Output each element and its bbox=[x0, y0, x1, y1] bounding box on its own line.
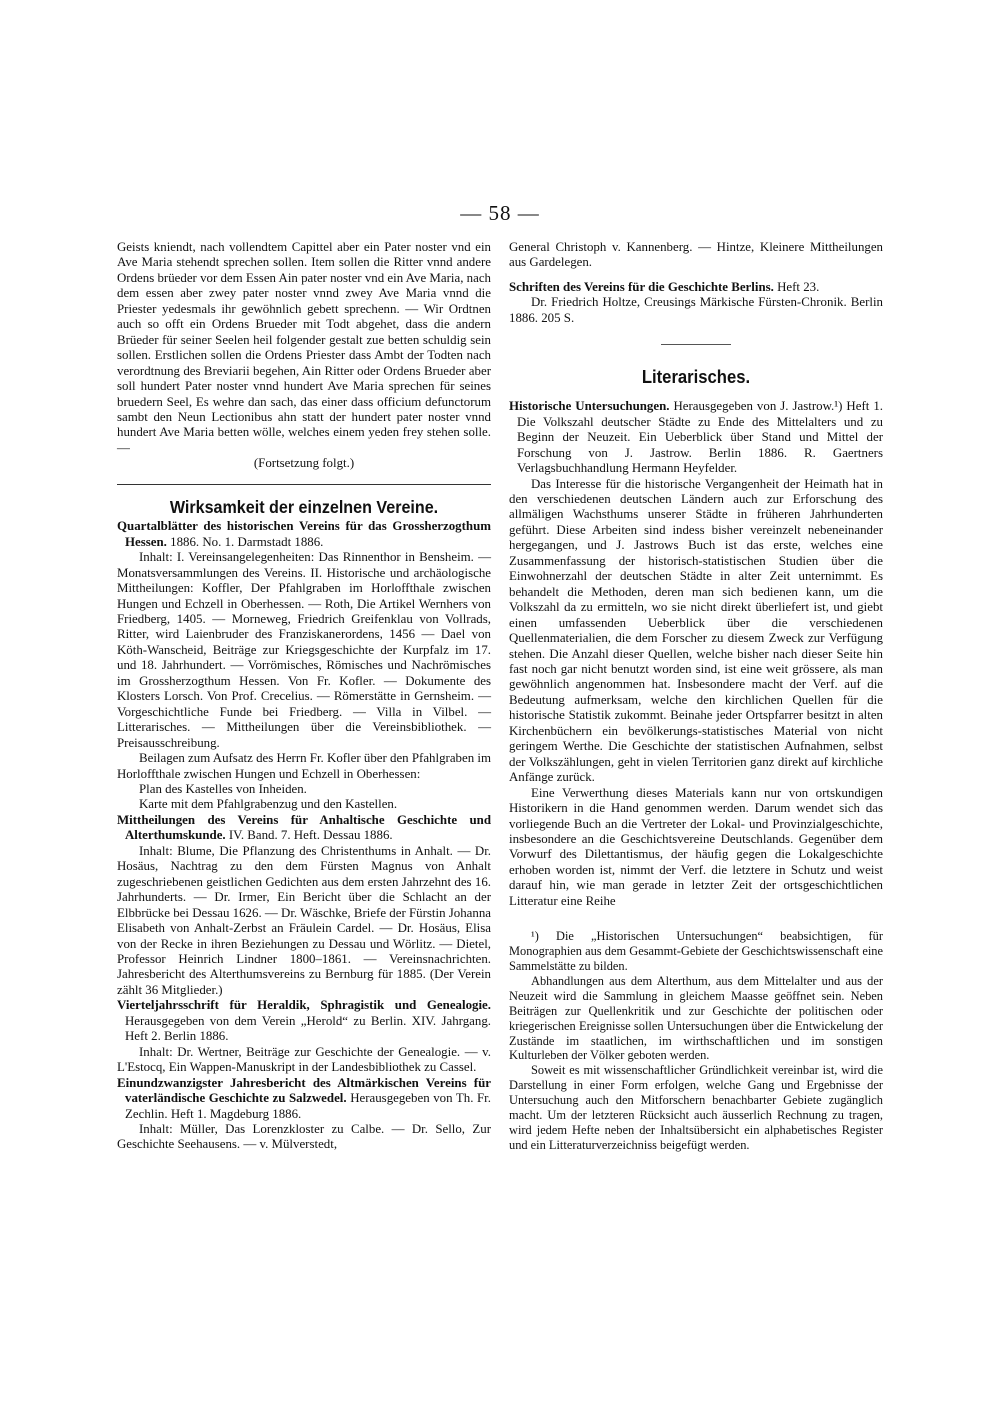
entry-title: Schriften des Vereins für die Geschichte Berlins. bbox=[509, 279, 774, 294]
entry-meta: Herausgegeben von Th. Fr. Zechlin. Heft 1. Magdeburg 1886. bbox=[125, 1091, 491, 1121]
entry-title: Vierteljahrsschrift für Heraldik, Sphragistik und Genealogie. bbox=[117, 998, 491, 1013]
entry-title-line bbox=[509, 280, 883, 295]
section-divider bbox=[661, 344, 731, 345]
entry-title-line bbox=[117, 519, 491, 550]
entry-meta: Heft 23. bbox=[777, 279, 820, 294]
review-title: Historische Untersuchungen. bbox=[509, 399, 670, 414]
entry-meta: Herausgegeben von dem Verein „Herold“ zu Berlin. XIV. Jahrgang. Heft 2. Berlin 1886. bbox=[125, 1013, 491, 1044]
footnote-paragraph: Abhandlungen aus dem Alterthum, aus dem Mittelalter und aus der Neuzeit wird die Sammlung in gleichem Maasse geöffnet sein. Neben Beiträgen zur Quellenkritik und zur Geschichte der politischen oder kriegerischen Ereignisse sollen Untersuchungen über die Entwickelung der Zustände im staatlichen, im wirthschaftlichen und im sonstigen Kulturleben der Völker geboten werden. bbox=[509, 973, 883, 1063]
entry-continuation: General Christoph v. Kannenberg. — Hintze, Kleinere Mittheilungen aus Gardelegen. bbox=[509, 240, 883, 270]
entry-title-line bbox=[117, 813, 491, 844]
right-column bbox=[509, 240, 883, 1153]
continuation-note: (Fortsetzung folgt.) bbox=[253, 456, 355, 471]
literature-heading: Literarisches. bbox=[641, 366, 751, 388]
entry-contents: Inhalt: Dr. Wertner, Beiträge zur Geschichte der Genealogie. — v. L'Estocq, Ein Wappen-Manuskript in der Landesbibliothek zu Cassel. bbox=[117, 1044, 491, 1075]
entry-body: Dr. Friedrich Holtze, Creusings Märkische Fürsten-Chronik. Berlin 1886. 205 S. bbox=[509, 295, 883, 325]
review-paragraph: Eine Verwerthung dieses Materials kann nur von ortskundigen Historikern in die Hand genommen werden. Darum wendet sich das vorliegende Buch an die Vertreter der Lokal- und Provinzialgeschichte, insbesondere an die Geschichtsvereine Deutschlands. Gegenüber dem Vorwurf des Dilettantismus, der häufig gegen die Lokalgeschichte erhoben worden ist, nimmt der Verf. die letztere in Schutz und weist darauf hin, wie man gerade in letzter Zeit der ortsgeschichtlichen Litteratur eine Reihe bbox=[509, 785, 883, 908]
footnote-paragraph: Soweit es mit wissenschaftlicher Gründlichkeit vereinbar ist, wird die Darstellung in einer Form erfolgen, welche Gang und Ergebnisse der Untersuchung auch den Mitforschern benachbarter Gebiete zugänglich macht. Um der letzteren Rücksicht auch äusserlich Rechnung zu tragen, wird jedem Hefte neben der Inhaltsübersicht ein alphabetisches Register und ein Litteraturverzeichniss beigefügt werden. bbox=[509, 1063, 883, 1152]
section-heading: Wirksamkeit der einzelnen Vereine. bbox=[169, 497, 439, 518]
entry-contents: Inhalt: Blume, Die Pflanzung des Christenthums in Anhalt. — Dr. Hosäus, Nachtrag zu den dem Fürsten Magnus von Anhalt zugeschriebenen geistlichen Gedichten aus dem ersten Jahrzehnt des 16. Jahrhunderts. — Dr. Irmer, Ein Bericht über die Schlacht an der Elbbrücke bei Dessau 1626. — Dr. Wäschke, Briefe der Fürstin Johanna Elisabeth von Anhalt-Zerbst an Fräulein Cardel. — Dr. Hosäus, Elisa von der Recke in ihren Beziehungen zu Dessau und Wörlitz. — Dietel, Professor Heinrich Lindner 1800–1861. — Vereinsnachrichten. Jahresbericht des Alterthumsvereins zu Bernburg für 1885. (Der Verein zählt 36 Mitglieder.) bbox=[117, 843, 491, 997]
entry-title: Quartalblätter des historischen Vereins für das Grossherzogthum Hessen. bbox=[117, 519, 491, 549]
entry-title-line bbox=[117, 998, 491, 1044]
entry-supplement-item: Karte mit dem Pfahlgrabenzug und den Kastellen. bbox=[139, 797, 398, 812]
entry-title: Einundzwanzigster Jahresbericht des Altmärkischen Vereins für vaterländische Geschichte zu Salzwedel. bbox=[117, 1075, 491, 1106]
entry-meta: IV. Band. 7. Heft. Dessau 1886. bbox=[228, 828, 393, 843]
ordinance-text: Geists kniendt, nach vollendtem Capittel aber ein Pater noster vnd ein Ave Maria stehendt sprechen sollen. Item sollen die Ritter vnnd andere Ordens brüeder vor dem Essen Ain pater noster vnd ein Ave Maria, nach dem essen aber zwey pater noster vnnd zwey Ave Maria vnnd die Priester yedesmals ihr gewöhnlich gebett sprechenn. — Wir Ordtnen auch so offt ein Ordens Brueder mit Todt abgehet, dass die andern Brüeder für seiner Seelen heil folgender gestalt zue betten schuldig sein sollen. Erstlichen sollen die Ordens Priester dass Ambt der Todten nach verordtnung des Breviarii begehen, Ain Ritter oder Ordens Brueder aber soll hundert Pater noster vnnd hundert Ave Maria sprechen für seines bruedern Seel, Es wehre dan sach, das einer dass officium defunctorum sambt den Neun Lectionibus ahn statt der hundert pater noster vnnd hundert Ave Maria betten wölle, welches einem yeden frey stehen solle. — bbox=[117, 240, 491, 455]
footnote: ¹) Die „Historischen Untersuchungen“ beabsichtigen, für Monographien aus dem Gesammt-Gebiete der Geschichtswissenschaft eine Sammelstätte zu bilden. bbox=[509, 929, 883, 974]
entry-supplement: Beilagen zum Aufsatz des Herrn Fr. Kofler über den Pfahlgraben im Horloffthale zwischen Hungen und Echzell in Oberhessen: bbox=[117, 751, 491, 781]
page-number: — 58 — bbox=[460, 201, 540, 225]
entry-supplement-item: Plan des Kastelles von Inheiden. bbox=[139, 782, 307, 796]
section-divider bbox=[117, 484, 491, 486]
entry-title-line bbox=[117, 1076, 491, 1122]
review-meta: Herausgegeben von J. Jastrow.¹) Heft 1. Die Volkszahl deutscher Städte zu Ende des Mittelalters und zu Beginn der Neuzeit. Ein Ueberblick über Stand und Mittel der Forschung von J. Jastrow. Berlin 1886. R. Gaertners Verlagsbuchhandlung Hermann Heyfelder. bbox=[517, 399, 883, 476]
entry-contents: Inhalt: Müller, Das Lorenzkloster zu Calbe. — Dr. Sello, Zur Geschichte Seehausens. — v. Mülverstedt, bbox=[117, 1121, 491, 1152]
review-paragraph: Das Interesse für die historische Vergangenheit der Heimath hat in den verschiedenen deutschen Ländern auch zur Erforschung des allmäligen Wachsthums unserer Städte in früheren Jahrhunderten geführt. Diese Arbeiten sind indess bisher vereinzelt nebeneinander hergegangen, und J. Jastrows Buch ist das erste, welches eine Zusammenfassung der historisch-statistischen Studien über die Einwohnerzahl der deutschen Städte in alter Zeit unternimmt. Es behandelt die Methoden, deren man sich bedienen kann, um die Volkszahl da zu ermitteln, wo sie nicht direkt überliefert ist, und giebt einen umfassenden Ueberblick über die verschiedenen Quellenmaterialien, die dem Forscher zu diesem Zweck zur Verfügung stehen. Die Anzahl dieser Quellen, welche bisher nach dieser Seite hin fast noch gar nicht benutzt worden sind, ist eine weit grössere, als man gewöhnlich angenommen hat. Insbesondere macht der Verf. auf die Bedeutung aufmerksam, welche den kirchlichen Quellen für die historische Statistik zukommt. Beinahe jeder Ortspfarrer besitzt in alten Kirchenbüchern ein bevölkerungs-statistisches Material von nicht geringem Werthe. Die Geschichte der statistischen Aufnahmen, selbst der Volkszählungen, geht in vielen Territorien ganz direkt auf kirchliche Anfänge zurück. bbox=[509, 476, 883, 785]
entry-title: Mittheilungen des Vereins für Anhaltische Geschichte und Alterthumskunde. bbox=[117, 812, 491, 843]
entry-meta: 1886. No. 1. Darmstadt 1886. bbox=[170, 534, 324, 549]
review-title-line bbox=[509, 399, 883, 476]
left-column bbox=[117, 240, 491, 1153]
entry-contents: Inhalt: I. Vereinsangelegenheiten: Das Rinnenthor in Bensheim. — Monatsversammlungen des Vereins. II. Historische und archäologische Mittheilungen: Koffler, Der Pfahlgraben im Horloffthale zwischen Hungen und Echzell in Oberhessen. — Roth, Die Artikel Wernhers von Friedberg, 1405. — Morneweg, Friedrich Greifenklau von Vollrads, Ritter, wird Laienbruder des Franziskanerordens, 1456 — Dael von Köth-Wanscheid, Beiträge zur Kriegsgeschichte der Kurpfalz im 17. und 18. Jahrhundert. — Vorrömisches, Römisches und Nachrömisches im Grossherzogthum Hessen. Von Fr. Kofler. — Dokumente des Klosters Lorsch. Von Prof. Crecelius. — Römerstätte in Gernsheim. — Vorgeschichtliche Funde bei Friedberg. — Villa in Vilbel. — Litterarisches. — Mittheilungen über die Vereinsbibliothek. — Preisausschreibung. bbox=[117, 550, 491, 750]
